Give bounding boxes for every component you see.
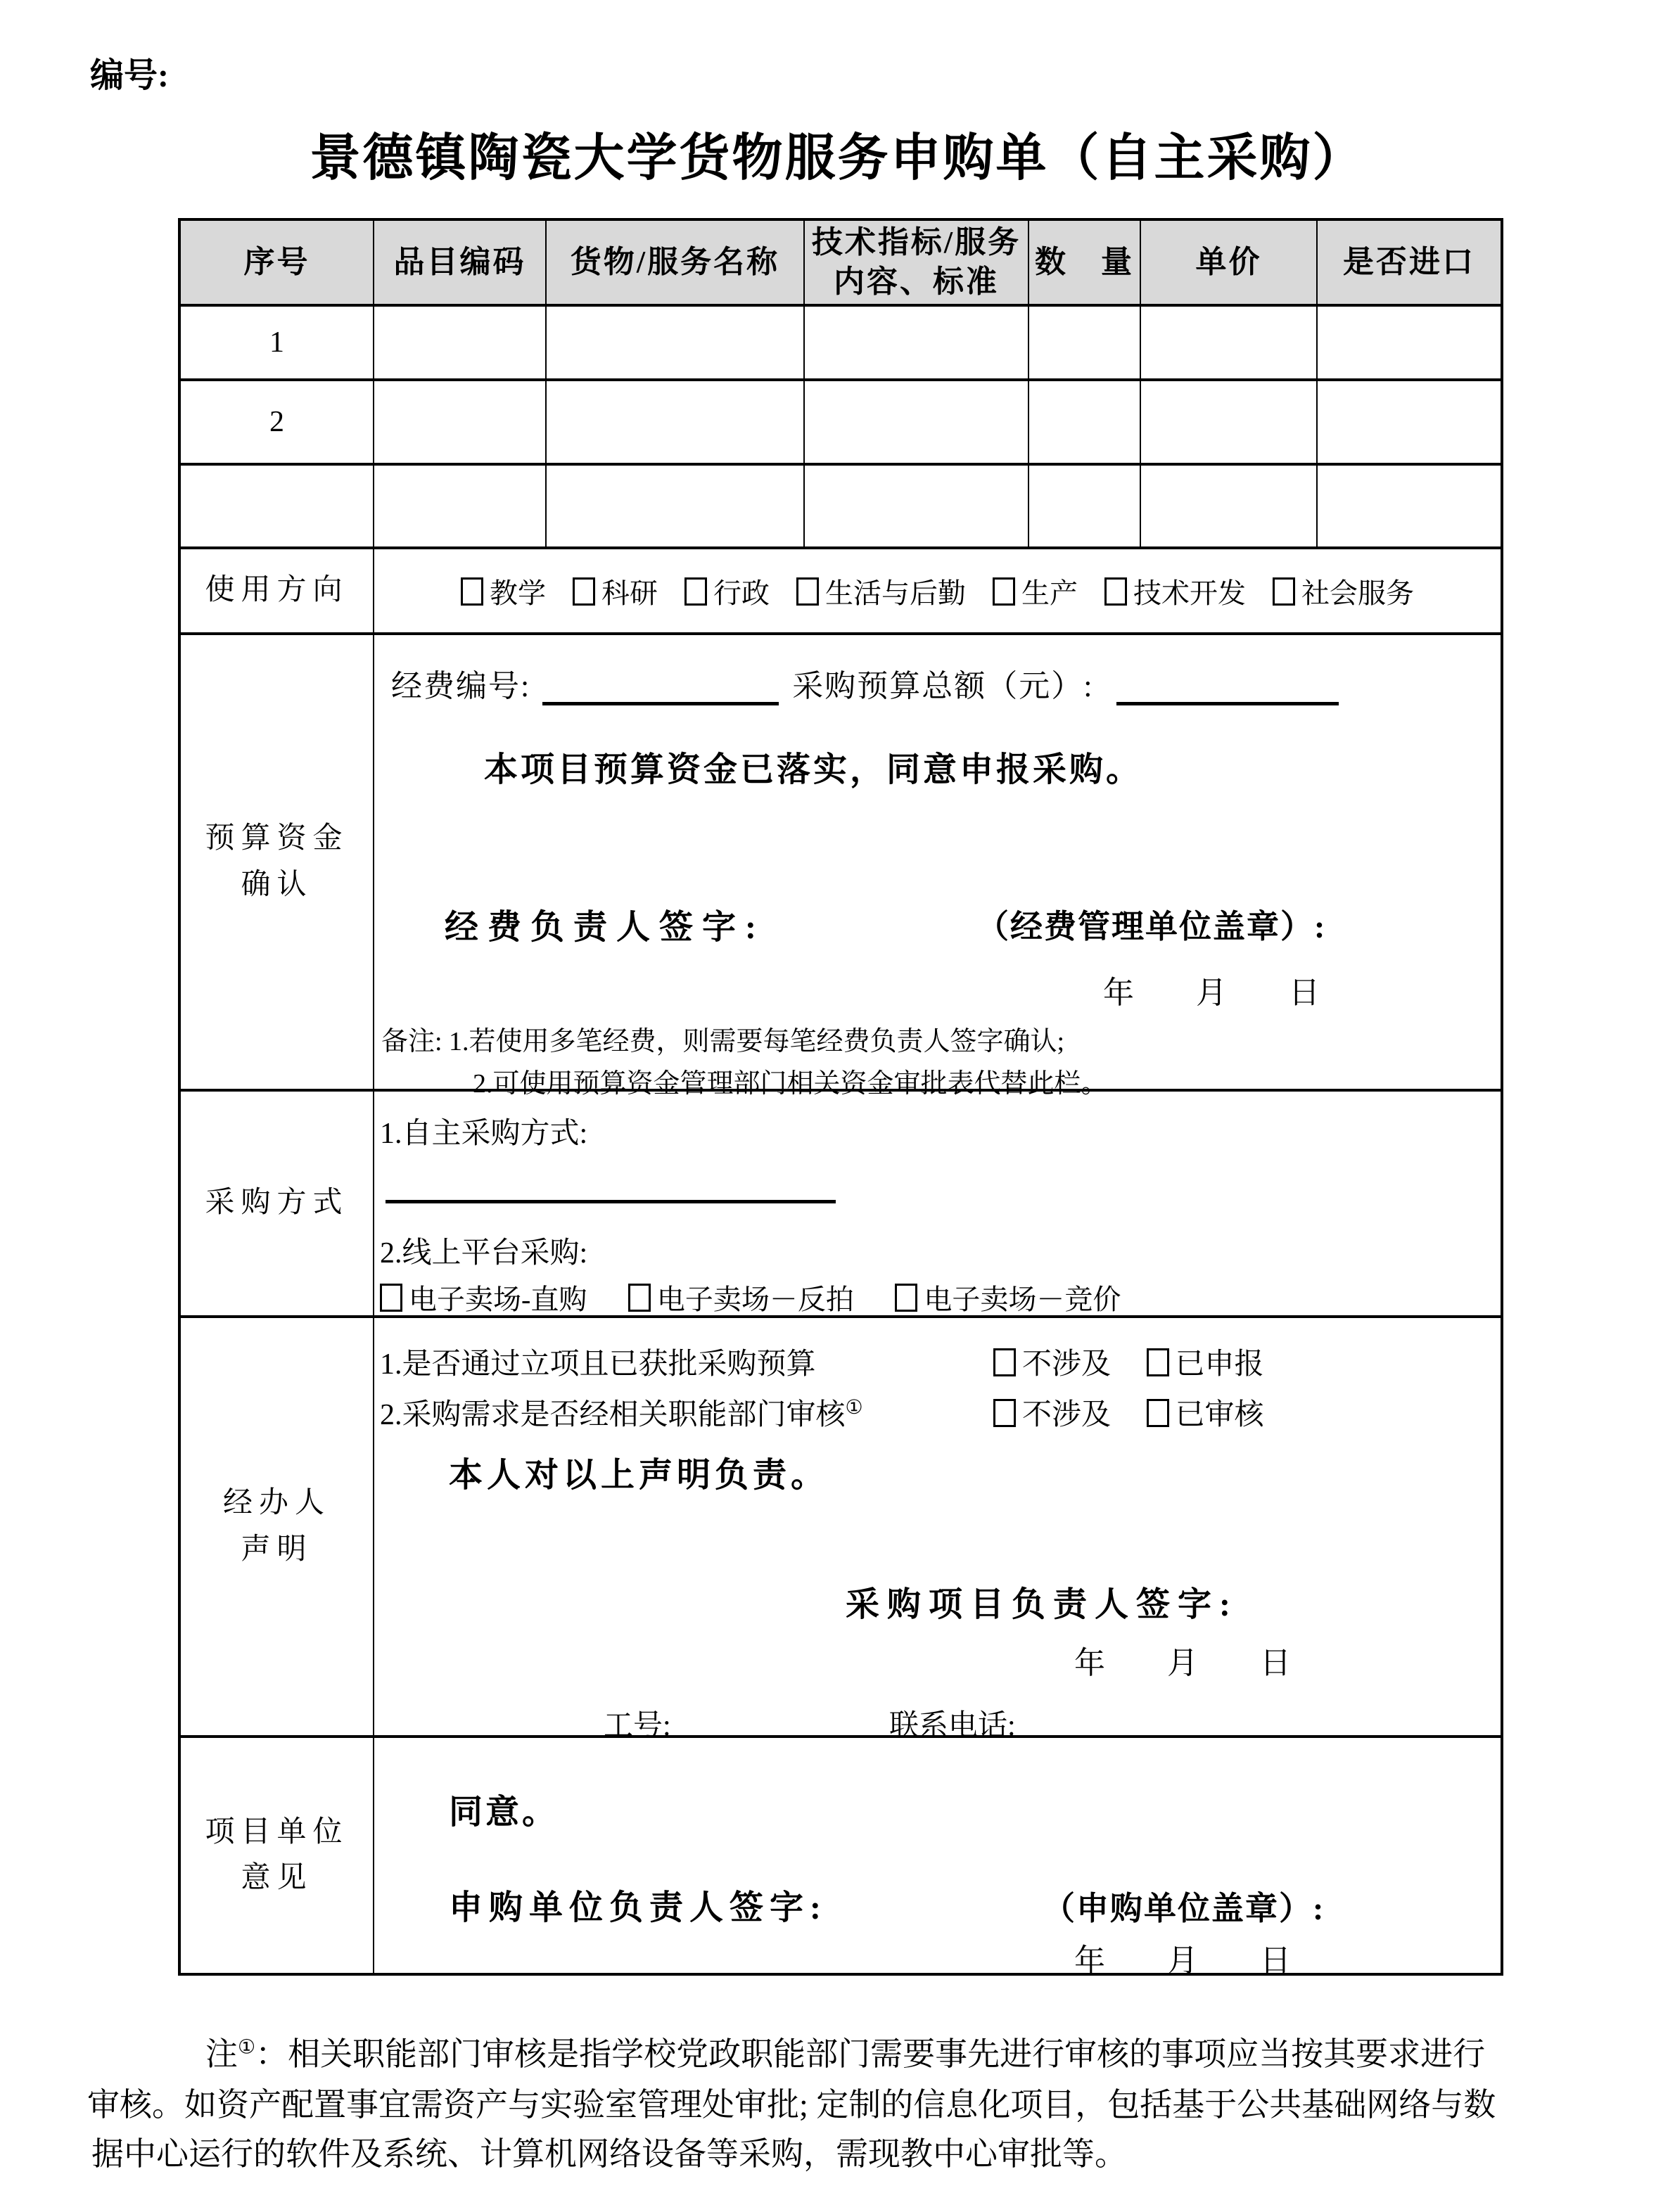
header-unit-price: 单价: [1140, 219, 1317, 305]
usage-option-tech-dev[interactable]: [1104, 577, 1246, 609]
decl2-option-reviewed[interactable]: [1147, 1399, 1264, 1431]
decl1-option-declared[interactable]: [1147, 1348, 1264, 1381]
usage-row: [179, 548, 1502, 634]
checkbox-icon[interactable]: [993, 577, 1015, 606]
unit-price-cell: [1140, 380, 1317, 464]
declaration-item-2-text: 2.采购需求是否经相关职能部门审核: [380, 1399, 846, 1431]
fund-unit-seal-label: （经费管理单位盖章）:: [976, 909, 1327, 945]
declaration-item-2: [380, 1391, 863, 1433]
checkbox-icon[interactable]: [461, 577, 483, 606]
checkbox-icon[interactable]: [628, 1284, 651, 1312]
usage-option-teaching[interactable]: [461, 577, 546, 609]
item-code-cell: [374, 305, 546, 380]
usage-option-label: 生产: [1021, 577, 1078, 609]
header-goods-name: 货物/服务名称: [546, 219, 804, 305]
page-title: 景德镇陶瓷大学货物服务申购单（自主采购）: [310, 130, 1365, 186]
seq-cell: [179, 464, 374, 548]
declaration-section-label: [179, 1317, 374, 1737]
form-table: [178, 218, 1503, 1976]
seq-cell: 1: [179, 305, 374, 380]
usage-option-label: 社会服务: [1301, 577, 1414, 609]
checkbox-icon[interactable]: [684, 577, 707, 606]
fund-number-blank[interactable]: [542, 667, 779, 705]
usage-option-production[interactable]: [993, 577, 1078, 609]
usage-option-research[interactable]: [573, 577, 658, 609]
footnote-prefix: 注: [205, 2036, 238, 2072]
decl2-option-not-applicable[interactable]: [993, 1399, 1111, 1431]
method-section-cell: [374, 1090, 1502, 1317]
declaration-item-2-options: [993, 1391, 1264, 1433]
date-line: 年 月 日: [1074, 1943, 1291, 1978]
tech-spec-cell: [804, 380, 1028, 464]
declaration-section-cell: [374, 1317, 1502, 1742]
item-row-1: [179, 305, 1502, 380]
online-option-label: 电子卖场－反拍: [656, 1284, 854, 1315]
agree-statement: 同意。: [449, 1794, 559, 1831]
checkbox-icon[interactable]: [1147, 1348, 1169, 1376]
note-line-2: 2.可使用预算资金管理部门相关资金审批表代替此栏。: [473, 1069, 1108, 1099]
online-option-label: 电子卖场-直购: [409, 1284, 587, 1315]
usage-option-logistics[interactable]: [796, 577, 966, 609]
usage-option-label: 生活与后勤: [825, 577, 966, 609]
unit-head-sign-label: 申购单位负责人签字:: [449, 1889, 827, 1926]
quantity-cell: [1028, 464, 1140, 548]
footnote-line-3: 据中心运行的软件及系统、计算机网络设备等采购，需现教中心审批等。: [91, 2136, 1127, 2172]
checkbox-icon[interactable]: [993, 1348, 1016, 1376]
header-quantity: 数 量: [1028, 219, 1140, 305]
import-cell: [1317, 380, 1502, 464]
unit-price-cell: [1140, 305, 1317, 380]
method-item-2: 2.线上平台采购:: [380, 1237, 588, 1270]
item-code-cell: [374, 464, 546, 548]
budget-confirm-statement: 本项目预算资金已落实，同意申报采购。: [484, 751, 1143, 788]
unit-seal-label: （申购单位盖章）:: [1043, 1891, 1325, 1926]
header-tech-spec: 技术指标/服务内容、标准: [804, 219, 1028, 305]
decl-option-label: 已申报: [1175, 1348, 1264, 1381]
method-blank-line[interactable]: [386, 1161, 836, 1203]
header-item-code: 品目编码: [374, 219, 546, 305]
declaration-label-line2: 声明: [241, 1533, 313, 1566]
seq-cell: 2: [179, 380, 374, 464]
budget-section-cell: [374, 634, 1502, 1099]
decl-option-label: 不涉及: [1022, 1399, 1112, 1431]
budget-section-label: [179, 634, 374, 1090]
budget-total-label: 采购预算总额（元）:: [792, 669, 1094, 703]
usage-option-label: 教学: [490, 577, 546, 609]
online-option-direct-buy[interactable]: [380, 1284, 587, 1315]
tech-spec-cell: [804, 464, 1028, 548]
doc-number-label: 编号:: [90, 57, 169, 94]
quantity-cell: [1028, 305, 1140, 380]
item-row-3: [179, 464, 1502, 548]
goods-name-cell: [546, 305, 804, 380]
decl1-option-not-applicable[interactable]: [993, 1348, 1111, 1381]
declaration-item-1-options: [993, 1341, 1264, 1383]
checkbox-icon[interactable]: [1147, 1399, 1169, 1427]
footnote-line-1-text: ：相关职能部门审核是指学校党政职能部门需要事先进行审核的事项应当按其要求进行: [255, 2036, 1486, 2072]
method-section-row: [179, 1090, 1502, 1317]
online-option-bidding[interactable]: [895, 1284, 1121, 1315]
checkbox-icon[interactable]: [796, 577, 819, 606]
opinion-section-cell: [374, 1737, 1502, 1978]
footnote-marker: ①: [238, 2036, 256, 2059]
import-cell: [1317, 305, 1502, 380]
opinion-section-row: [179, 1737, 1502, 1974]
declaration-label-line1: 经办人: [222, 1487, 331, 1520]
fund-owner-sign-label: 经费负责人签字:: [445, 909, 765, 946]
fund-number-label: 经费编号:: [391, 669, 531, 703]
goods-name-cell: [546, 380, 804, 464]
date-line: 年 月 日: [1103, 976, 1320, 1010]
footnote-line-1: [205, 2028, 1485, 2075]
budget-section-row: [179, 634, 1502, 1090]
item-row-2: [179, 380, 1502, 464]
budget-label-line1: 预算资金: [205, 822, 349, 855]
tech-spec-cell: [804, 305, 1028, 380]
phone-label: 联系电话:: [889, 1710, 1016, 1742]
date-line: 年 月 日: [1074, 1646, 1291, 1680]
declaration-section-row: [179, 1317, 1502, 1737]
usage-option-label: 技术开发: [1133, 577, 1246, 609]
checkbox-icon[interactable]: [1104, 577, 1127, 606]
items-header-row: [179, 219, 1502, 305]
usage-direction-label: 使用方向: [179, 548, 374, 634]
responsibility-statement: 本人对以上声明负责。: [449, 1457, 829, 1494]
checkbox-icon[interactable]: [1273, 577, 1295, 606]
budget-total-blank[interactable]: [1116, 667, 1339, 705]
budget-label-line2: 确认: [241, 868, 313, 901]
usage-option-social-service[interactable]: [1273, 577, 1414, 609]
goods-name-cell: [546, 464, 804, 548]
emp-no-label: 工号:: [604, 1710, 671, 1742]
declaration-item-1: 1.是否通过立项且已获批采购预算: [380, 1348, 816, 1381]
opinion-section-label: [179, 1737, 374, 1974]
unit-price-cell: [1140, 464, 1317, 548]
header-import: 是否进口: [1317, 219, 1502, 305]
decl-option-label: 不涉及: [1022, 1348, 1112, 1381]
checkbox-icon[interactable]: [380, 1284, 402, 1312]
decl-option-label: 已审核: [1175, 1399, 1264, 1431]
method-section-label: 采购方式: [179, 1090, 374, 1317]
online-option-label: 电子卖场－竞价: [924, 1284, 1121, 1315]
footnote-ref-marker: ①: [845, 1397, 863, 1419]
usage-options-row: [374, 548, 1502, 634]
method-item-1: 1.自主采购方式:: [380, 1118, 588, 1150]
pm-sign-label: 采购项目负责人签字:: [846, 1586, 1238, 1623]
checkbox-icon[interactable]: [895, 1284, 917, 1312]
checkbox-icon[interactable]: [573, 577, 595, 606]
item-code-cell: [374, 380, 546, 464]
import-cell: [1317, 464, 1502, 548]
checkbox-icon[interactable]: [993, 1399, 1016, 1427]
online-option-reverse-auction[interactable]: [628, 1284, 854, 1315]
usage-option-label: 科研: [601, 577, 658, 609]
usage-option-label: 行政: [713, 577, 770, 609]
footnote-line-2: 审核。如资产配置事宜需资产与实验室管理处审批; 定制的信息化项目，包括基于公共基础网络与数: [87, 2087, 1496, 2123]
usage-option-admin[interactable]: [684, 577, 770, 609]
header-seq: 序号: [179, 219, 374, 305]
opinion-label-line1: 项目单位: [205, 1815, 349, 1848]
note-line-1: 备注: 1.若使用多笔经费，则需要每笔经费负责人签字确认;: [381, 1027, 1065, 1056]
quantity-cell: [1028, 380, 1140, 464]
opinion-label-line2: 意见: [241, 1862, 313, 1894]
